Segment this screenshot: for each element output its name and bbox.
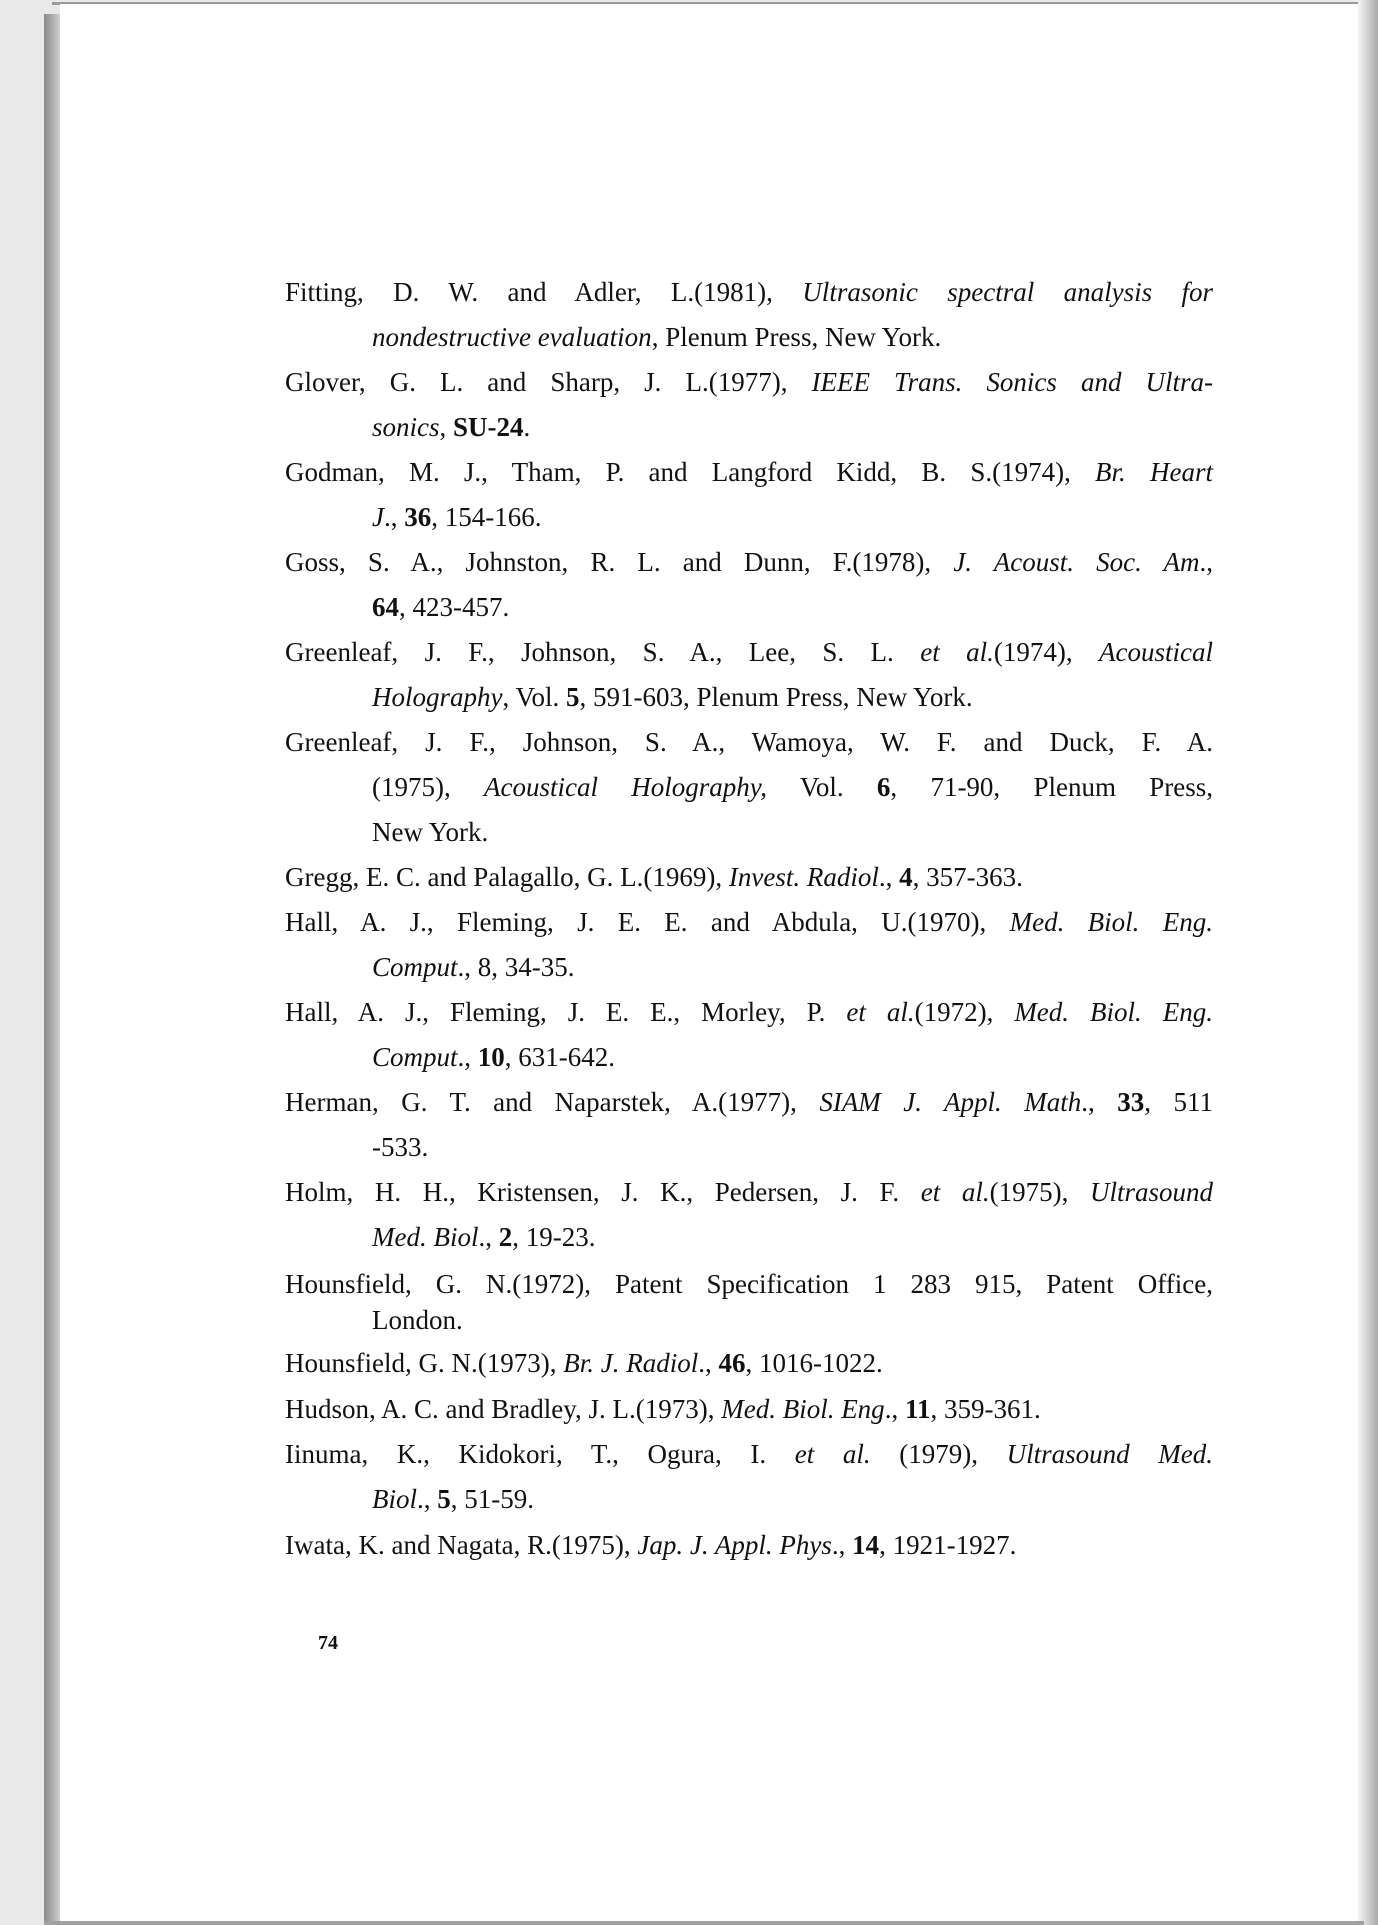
- reference-line: [372, 1304, 463, 1336]
- italic-text: Med. Biol: [372, 1222, 479, 1252]
- text: ,: [439, 412, 453, 442]
- reference-line: [285, 1268, 1213, 1300]
- italic-text: Ultrasound Med.: [1006, 1439, 1213, 1469]
- text: , 154-166.: [431, 502, 542, 532]
- italic-text: Med. Biol. Eng.: [1009, 907, 1213, 937]
- italic-text: et al.: [920, 637, 994, 667]
- text: Godman, M. J., Tham, P. and Langford Kidd, B. S.(1974),: [285, 457, 1096, 487]
- text: Hudson, A. C. and Bradley, J. L.(1973),: [285, 1394, 722, 1424]
- italic-text: et al.: [920, 1177, 990, 1207]
- bold-text: 64: [372, 592, 399, 622]
- reference-line: [285, 1176, 1213, 1208]
- text: .,: [884, 1394, 905, 1424]
- bold-text: 10: [477, 1042, 505, 1072]
- italic-text: Ultrasonic spectral analysis for: [802, 277, 1214, 307]
- text: .,: [457, 1042, 478, 1072]
- text: , 591-603, Plenum Press, New York.: [579, 682, 973, 712]
- reference-line: [285, 996, 1213, 1028]
- bold-text: 36: [404, 502, 432, 532]
- text: Hall, A. J., Fleming, J. E. E., Morley, P.: [285, 997, 847, 1027]
- text: .,: [383, 502, 405, 532]
- italic-text: Jap. J. Appl. Phys: [637, 1530, 832, 1560]
- reference-line: [372, 501, 541, 533]
- reference-line: [285, 546, 1213, 578]
- text: , 423-457.: [399, 592, 510, 622]
- italic-text: Med. Biol. Eng: [721, 1394, 885, 1424]
- italic-text: Holography: [372, 682, 503, 712]
- italic-text: Acoustical Holography,: [484, 772, 768, 802]
- bold-text: 33: [1117, 1087, 1145, 1117]
- text: , 511: [1144, 1087, 1214, 1117]
- italic-text: SIAM J. Appl. Math: [819, 1087, 1082, 1117]
- bold-text: 6: [876, 772, 891, 802]
- text: Iinuma, K., Kidokori, T., Ogura, I.: [285, 1439, 795, 1469]
- text: , 631-642.: [504, 1042, 616, 1072]
- bold-text: 5: [566, 682, 580, 712]
- italic-text: Biol: [372, 1484, 417, 1514]
- text: Goss, S. A., Johnston, R. L. and Dunn, F.(1978),: [285, 547, 954, 577]
- text: .,: [1081, 1087, 1118, 1117]
- text: .,: [878, 862, 900, 892]
- reference-line: [372, 1221, 595, 1253]
- text: , 1016-1022.: [745, 1348, 883, 1378]
- text: (1975),: [372, 772, 485, 802]
- reference-line: [285, 726, 1213, 758]
- italic-text: sonics: [372, 412, 440, 442]
- text: Greenleaf, J. F., Johnson, S. A., Lee, S. L.: [285, 637, 921, 667]
- bold-text: 4: [899, 862, 913, 892]
- text: Iwata, K. and Nagata, R.(1975),: [285, 1530, 638, 1560]
- text: , 51-59.: [450, 1484, 534, 1514]
- text: , 71-90, Plenum Press,: [890, 772, 1214, 802]
- page-number: 74: [318, 1632, 338, 1654]
- italic-text: Comput: [372, 952, 458, 982]
- text: .,: [417, 1484, 438, 1514]
- reference-line: [372, 1131, 428, 1163]
- bold-text: 2: [498, 1222, 513, 1252]
- text: , 19-23.: [512, 1222, 596, 1252]
- text: Fitting, D. W. and Adler, L.(1981),: [285, 277, 803, 307]
- italic-text: Br. Heart: [1095, 457, 1214, 487]
- reference-line: [372, 321, 941, 353]
- text: Gregg, E. C. and Palagallo, G. L.(1969),: [285, 862, 729, 892]
- text: .,: [1199, 547, 1214, 577]
- reference-line: [285, 906, 1213, 938]
- text: , 359-361.: [930, 1394, 1041, 1424]
- page-edge-left: [44, 14, 60, 1922]
- text: -533.: [372, 1132, 429, 1162]
- reference-line: [285, 366, 1213, 398]
- italic-text: Invest. Radiol: [728, 862, 879, 892]
- text: Glover, G. L. and Sharp, J. L.(1977),: [285, 367, 812, 397]
- bold-text: SU-24: [453, 412, 524, 442]
- italic-text: nondestructive evaluation: [372, 322, 652, 352]
- reference-line: [372, 816, 488, 848]
- reference-line: [285, 1529, 1016, 1561]
- text: Vol.: [767, 772, 877, 802]
- reference-line: [372, 411, 530, 443]
- reference-line: [285, 1086, 1213, 1118]
- bold-text: 11: [904, 1394, 931, 1424]
- reference-line: [285, 456, 1213, 488]
- bold-text: 46: [718, 1348, 746, 1378]
- text: ., 8, 34-35.: [457, 952, 575, 982]
- reference-line: [285, 1393, 1041, 1425]
- text: London.: [372, 1305, 463, 1335]
- text: , 357-363.: [912, 862, 1023, 892]
- text: .,: [478, 1222, 499, 1252]
- text: Hall, A. J., Fleming, J. E. E. and Abdula, U.(1970),: [285, 907, 1010, 937]
- italic-text: Med. Biol. Eng.: [1014, 997, 1213, 1027]
- text: , Vol.: [502, 682, 567, 712]
- text: Greenleaf, J. F., Johnson, S. A., Wamoya, W. F. and Duck, F. A.: [285, 727, 1213, 757]
- text: New York.: [372, 817, 489, 847]
- reference-line: [372, 771, 1213, 803]
- text: , Plenum Press, New York.: [651, 322, 942, 352]
- reference-line: [372, 1041, 615, 1073]
- reference-line: [285, 276, 1213, 308]
- reference-line: [372, 591, 509, 623]
- italic-text: Ultrasound: [1089, 1177, 1214, 1207]
- italic-text: Br. J. Radiol: [563, 1348, 699, 1378]
- reference-line: [285, 1438, 1213, 1470]
- text: Hounsfield, G. N.(1972), Patent Specification 1 283 915, Patent Office,: [285, 1269, 1213, 1299]
- text: (1979),: [870, 1439, 1007, 1469]
- reference-line: [285, 861, 1023, 893]
- reference-line: [372, 681, 973, 713]
- bold-text: 14: [852, 1530, 880, 1560]
- text: (1974),: [993, 637, 1100, 667]
- italic-text: et al.: [794, 1439, 871, 1469]
- page-edge-right: [1358, 0, 1378, 1925]
- reference-line: [372, 951, 575, 983]
- text: (1975),: [989, 1177, 1090, 1207]
- text: .,: [698, 1348, 719, 1378]
- text: .,: [831, 1530, 853, 1560]
- text: (1972),: [914, 997, 1015, 1027]
- reference-line: [285, 1347, 883, 1379]
- italic-text: et al.: [846, 997, 915, 1027]
- text: Herman, G. T. and Naparstek, A.(1977),: [285, 1087, 820, 1117]
- text: .: [523, 412, 531, 442]
- italic-text: Acoustical: [1099, 637, 1213, 667]
- text: , 1921-1927.: [879, 1530, 1017, 1560]
- text: Holm, H. H., Kristensen, J. K., Pedersen, J. F.: [285, 1177, 921, 1207]
- text: Hounsfield, G. N.(1973),: [285, 1348, 564, 1378]
- page-edge-bottom: [44, 1921, 1364, 1925]
- italic-text: J. Acoust. Soc. Am: [953, 547, 1200, 577]
- italic-text: J: [372, 502, 384, 532]
- bold-text: 5: [437, 1484, 451, 1514]
- italic-text: IEEE Trans. Sonics and Ultra-: [811, 367, 1214, 397]
- reference-line: [372, 1483, 534, 1515]
- reference-line: [285, 636, 1213, 668]
- italic-text: Comput: [372, 1042, 458, 1072]
